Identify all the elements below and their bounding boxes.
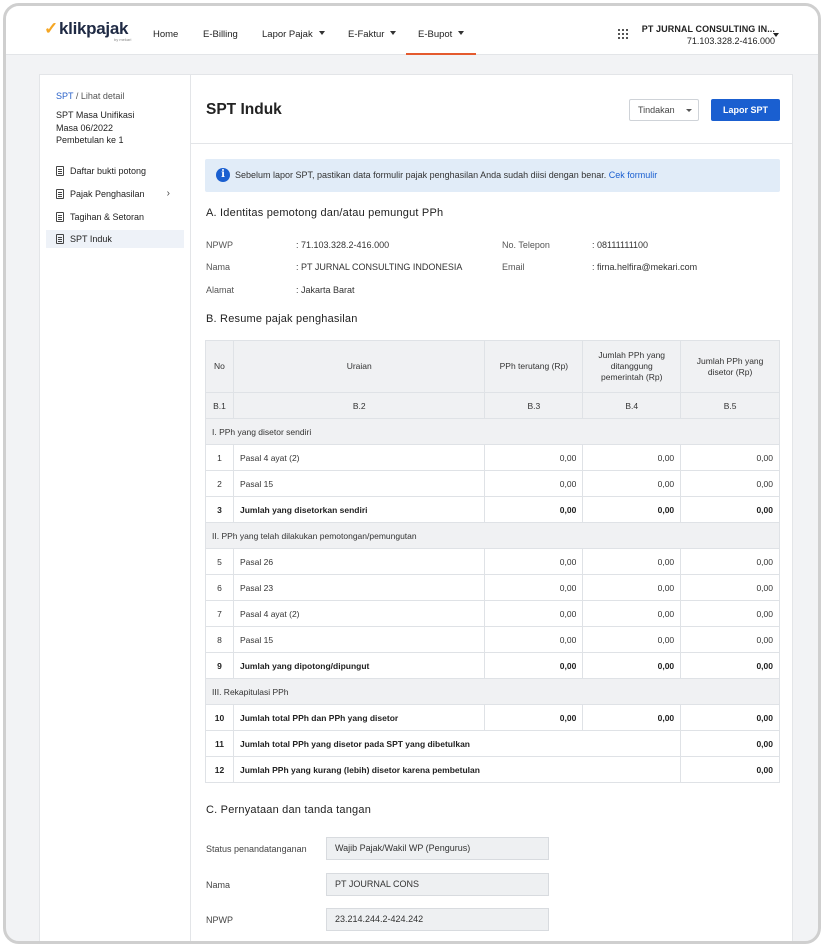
company-name: PT JURNAL CONSULTING IN...: [641, 24, 775, 34]
row-b4: 0,00: [583, 627, 681, 653]
table-group-row: [206, 523, 780, 549]
row-no: 5: [206, 549, 234, 575]
sidebar-item-pajak-penghasilan[interactable]: [56, 185, 186, 203]
table-row: [206, 705, 780, 731]
row-uraian: Pasal 23: [233, 575, 484, 601]
row-b5: 0,00: [681, 549, 780, 575]
group-label: II. PPh yang telah dilakukan pemotongan/pemungutan: [206, 523, 780, 549]
col-no: No: [206, 341, 234, 393]
table-group-row: [206, 419, 780, 445]
nama-value: : PT JURNAL CONSULTING INDONESIA: [296, 262, 463, 272]
nama-label: Nama: [206, 262, 231, 272]
chevron-down-icon: [390, 31, 396, 35]
breadcrumb-current: Lihat detail: [80, 91, 125, 101]
row-uraian: Jumlah PPh yang kurang (lebih) disetor karena pembetulan: [233, 757, 680, 783]
row-b3: 0,00: [485, 653, 583, 679]
sidebar-item-label: Pajak Penghasilan: [70, 189, 145, 199]
spt-period: Masa 06/2022: [56, 122, 114, 133]
row-uraian: Jumlah total PPh yang disetor pada SPT yang dibetulkan: [233, 731, 680, 757]
row-no: 7: [206, 601, 234, 627]
table-row: [206, 731, 780, 757]
alamat-value: : Jakarta Barat: [296, 285, 355, 295]
alamat-label: Alamat: [206, 285, 235, 295]
sidebar-item-tagihan-setoran[interactable]: [56, 208, 186, 226]
app-window: [3, 3, 821, 944]
row-no: 6: [206, 575, 234, 601]
npwp-label: NPWP: [206, 240, 233, 250]
table-code-row: [206, 393, 780, 419]
row-b5: 0,00: [681, 445, 780, 471]
table-row: [206, 471, 780, 497]
row-uraian: Pasal 4 ayat (2): [233, 445, 484, 471]
code-cell: B.4: [583, 393, 681, 419]
telepon-value: : 08111111100: [592, 240, 649, 250]
info-banner: [205, 159, 780, 192]
row-b5: 0,00: [681, 731, 780, 757]
breadcrumb-separator: /: [73, 91, 81, 101]
row-b5: 0,00: [681, 601, 780, 627]
row-no: 11: [206, 731, 234, 757]
row-b5: 0,00: [681, 497, 780, 523]
group-label: III. Rekapitulasi PPh: [206, 679, 780, 705]
row-b4: 0,00: [583, 471, 681, 497]
status-field[interactable]: Wajib Pajak/Wakil WP (Pengurus): [326, 837, 549, 860]
row-b3: 0,00: [485, 549, 583, 575]
row-no: 2: [206, 471, 234, 497]
row-b3: 0,00: [485, 497, 583, 523]
nav-e-bupot-label: E-Bupot: [418, 29, 453, 40]
tindakan-dropdown[interactable]: [629, 99, 699, 121]
breadcrumb-spt-link[interactable]: SPT: [56, 91, 74, 101]
receipt-icon: [56, 212, 64, 222]
row-b3: 0,00: [485, 627, 583, 653]
row-b4: 0,00: [583, 601, 681, 627]
table-row: [206, 653, 780, 679]
row-no: 1: [206, 445, 234, 471]
row-b5: 0,00: [681, 627, 780, 653]
row-b4: 0,00: [583, 445, 681, 471]
row-no: 3: [206, 497, 234, 523]
telepon-label: No. Telepon: [502, 240, 550, 250]
nav-e-faktur-label: E-Faktur: [348, 29, 385, 40]
row-b3: 0,00: [485, 705, 583, 731]
sidebar-item-label: Tagihan & Setoran: [70, 212, 145, 222]
row-uraian: Pasal 4 ayat (2): [233, 601, 484, 627]
document-icon: [56, 234, 64, 244]
document-icon: [56, 166, 64, 176]
row-b4: 0,00: [583, 575, 681, 601]
nav-home-label: Home: [153, 29, 179, 40]
table-row: [206, 575, 780, 601]
resume-table: [205, 340, 780, 783]
nav-e-billing-label: E-Billing: [203, 29, 238, 40]
nav-e-faktur[interactable]: [348, 6, 396, 55]
section-c-title: C. Pernyataan dan tanda tangan: [206, 804, 372, 816]
info-text: Sebelum lapor SPT, pastikan data formulir pajak penghasilan Anda sudah diisi dengan benar.: [235, 170, 607, 180]
row-b4: 0,00: [583, 497, 681, 523]
table-row: [206, 549, 780, 575]
row-b5: 0,00: [681, 757, 780, 783]
main-panel: [190, 74, 793, 944]
nama-ttd-label: Nama: [206, 880, 231, 890]
info-icon: i: [216, 168, 230, 182]
row-b4: 0,00: [583, 653, 681, 679]
row-b5: 0,00: [681, 653, 780, 679]
row-b5: 0,00: [681, 471, 780, 497]
section-a-title: A. Identitas pemotong dan/atau pemungut PPh: [206, 207, 444, 219]
table-row: [206, 497, 780, 523]
table-row: [206, 627, 780, 653]
code-cell: B.3: [485, 393, 583, 419]
nav-e-bupot[interactable]: [406, 6, 476, 55]
row-uraian: Jumlah yang dipotong/dipungut: [233, 653, 484, 679]
section-b-title: B. Resume pajak penghasilan: [206, 313, 358, 325]
table-group-row: [206, 679, 780, 705]
document-icon: [56, 189, 64, 199]
email-label: Email: [502, 262, 525, 272]
cek-formulir-link[interactable]: Cek formulir: [608, 170, 658, 180]
table-row: [206, 757, 780, 783]
npwp-value: : 71.103.328.2-416.000: [296, 240, 390, 250]
chevron-down-icon[interactable]: [773, 33, 779, 37]
sidebar: [39, 74, 190, 944]
row-b5: 0,00: [681, 705, 780, 731]
main-header: [191, 75, 792, 144]
nav-lapor-pajak-label: Lapor Pajak: [262, 29, 313, 40]
code-cell: B.1: [206, 393, 234, 419]
chevron-down-icon: [458, 31, 464, 35]
chevron-down-icon: [686, 109, 692, 112]
col-disetor: Jumlah PPh yang disetor (Rp): [681, 341, 780, 393]
row-b4: 0,00: [583, 549, 681, 575]
tindakan-label: Tindakan: [638, 105, 675, 115]
sidebar-item-daftar-bukti-potong[interactable]: [56, 162, 186, 180]
row-no: 9: [206, 653, 234, 679]
nav-home[interactable]: [153, 6, 178, 55]
nav-lapor-pajak[interactable]: [262, 6, 325, 55]
table-header-row: [206, 341, 780, 393]
row-uraian: Pasal 26: [233, 549, 484, 575]
table-row: [206, 445, 780, 471]
row-no: 10: [206, 705, 234, 731]
lapor-spt-button[interactable]: Lapor SPT: [711, 99, 780, 121]
row-b3: 0,00: [485, 601, 583, 627]
chevron-down-icon: [319, 31, 325, 35]
table-row: [206, 601, 780, 627]
row-uraian: Jumlah total PPh dan PPh yang disetor: [233, 705, 484, 731]
chevron-right-icon: ›: [166, 188, 170, 199]
spt-title: SPT Masa Unifikasi: [56, 110, 135, 120]
row-b3: 0,00: [485, 471, 583, 497]
npwp-ttd-label: NPWP: [206, 915, 233, 925]
row-uraian: Pasal 15: [233, 627, 484, 653]
row-no: 8: [206, 627, 234, 653]
apps-grid-icon[interactable]: [618, 29, 630, 41]
row-uraian: Jumlah yang disetorkan sendiri: [233, 497, 484, 523]
col-uraian: Uraian: [233, 341, 484, 393]
row-b4: 0,00: [583, 705, 681, 731]
sidebar-item-spt-induk[interactable]: [46, 230, 184, 248]
col-pph-terutang: PPh terutang (Rp): [485, 341, 583, 393]
breadcrumb: [56, 91, 124, 101]
logo-text: klikpajak: [59, 19, 129, 38]
code-cell: B.2: [233, 393, 484, 419]
row-no: 12: [206, 757, 234, 783]
spt-summary: [56, 109, 134, 147]
nama-ttd-field[interactable]: PT JOURNAL CONS: [326, 873, 549, 896]
spt-revision: Pembetulan ke 1: [56, 135, 124, 145]
logo-check-icon: ✓: [44, 19, 59, 38]
nav-e-billing[interactable]: [203, 6, 238, 55]
sidebar-item-label: Daftar bukti potong: [70, 166, 147, 176]
col-ditanggung-pemerintah: Jumlah PPh yang ditanggung pemerintah (Rp): [583, 341, 681, 393]
code-cell: B.5: [681, 393, 780, 419]
row-uraian: Pasal 15: [233, 471, 484, 497]
status-label: Status penandatanganan: [206, 844, 307, 854]
npwp-ttd-field[interactable]: 23.214.244.2-424.242: [326, 908, 549, 931]
row-b5: 0,00: [681, 575, 780, 601]
company-npwp: 71.103.328.2-416.000: [686, 36, 775, 46]
group-label: I. PPh yang disetor sendiri: [206, 419, 780, 445]
sidebar-item-label: SPT Induk: [70, 234, 112, 244]
email-value: : firna.helfira@mekari.com: [592, 262, 698, 272]
row-b3: 0,00: [485, 445, 583, 471]
top-navbar: [6, 6, 818, 55]
page-title: SPT Induk: [206, 101, 282, 118]
row-b3: 0,00: [485, 575, 583, 601]
logo-subtext: by mekari: [114, 37, 132, 42]
company-switcher[interactable]: [642, 23, 775, 47]
